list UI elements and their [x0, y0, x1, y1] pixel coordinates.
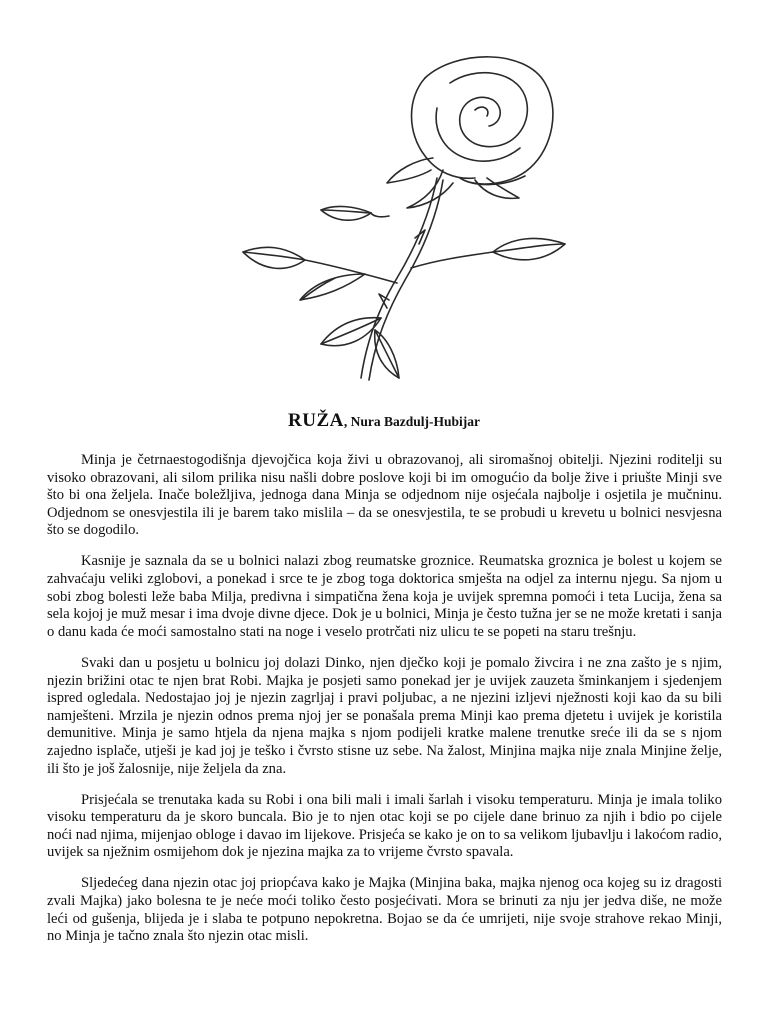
paragraph: Minja je četrnaestogodišnja djevojčica koja živi u obrazovanoj, ali siromašnoj obitelji. Njezini roditelji su visoko obrazovani, ali silom prilika nisu našli dobre poslove koji bi im omogućio da bolje žive i priušte Minji sve što bi ona željela. Inače boležljiva, jednoga dana Minja se odjednom nije osjećala najbolje i osjetila je mučninu. Odjednom se onesvjestila ili je barem tako mislila – da se onesvjestila, te se probudi u krevetu u bolnici nesvjesna što se dogodilo. — [47, 452, 722, 539]
paragraph: Sljedećeg dana njezin otac joj priopćava kako je Majka (Minjina baka, majka njenog oca kojeg su iz dragosti zvali Majka) jako bolesna te je neće moći toliko često posjećivati. Mora se brinuti za nju jer jedva diše, ne može leći od gušenja, blijeda je i slaba te potpuno nepokretna. Bojao se da će umrijeti, nije svoje strahove rekao Minji, no Minja je tačno znala što njezin otac misli. — [47, 875, 722, 945]
title-text: RUŽA — [288, 410, 344, 431]
author-name: , Nura Bazdulj-Hubijar — [343, 414, 480, 429]
story-body — [47, 452, 722, 959]
document-title — [0, 410, 768, 432]
paragraph: Kasnije je saznala da se u bolnici nalazi zbog reumatske groznice. Reumatska groznica je bolest u kojem se zahvaćaju veliki zglobovi, a ponekad i srce te je zbog toga doktorica smješta na odjel za internu njegu. Sa njom u sobi zbog bolesti leže baba Milja, predivna i simpatična žena koja je uvijek spremna pomoći i teta Lucija, žena sa sela kojoj je muž mesar i ima dvoje divne djece. Dok je u bolnici, Minja je često tužna jer se ne može kretati i sanja o danu kada će moći samostalno stati na noge i veselo protrčati niz ulicu te se popeti na staru trešnju. — [47, 553, 722, 640]
paragraph: Prisjećala se trenutaka kada su Robi i ona bili mali i imali šarlah i visoku temperaturu. Minja je imala toliko visoku temperaturu da je skoro buncala. Bio je to njen otac koji se po cijele dane brinuo za njih i bdio po cijele noći nad njima, mijenjao obloge i davao im lijekove. Prisjeća se kako je on to sa velikom ljubavlju i lakoćom radio, uvijek sa nježnim osmijehom dok je njezina majka za to vrijeme čvrsto spavala. — [47, 791, 722, 861]
paragraph: Svaki dan u posjetu u bolnicu joj dolazi Dinko, njen dječko koji je pomalo živcira i ne zna zašto je s njim, njezin brižini otac te njen brat Robi. Majka je posjeti samo ponekad jer je uvijek zauzeta šminkanjem i sjedenjem ispred ogledala. Nedostajao joj je njezin zagrljaj i pravi poljubac, a ne njezini izljevi nježnosti koji kao da su bili namješteni. Mrzila je njezin odnos prema njoj jer se ponašala prema Minji kao prema djetetu i uvijek je koristila demunitive. Minja je samo htjela da njena majka s njom podijeli kratke malene trenutke sreće ili da se s njom zajedno isplače, utješi je kad joj je teško i čvrsto stisne uz sebe. Na žalost, Minjina majka nije znala Minjine želje, ili što je još žalosnije, nije željela da zna. — [47, 654, 722, 777]
rose-illustration-icon — [175, 38, 595, 400]
